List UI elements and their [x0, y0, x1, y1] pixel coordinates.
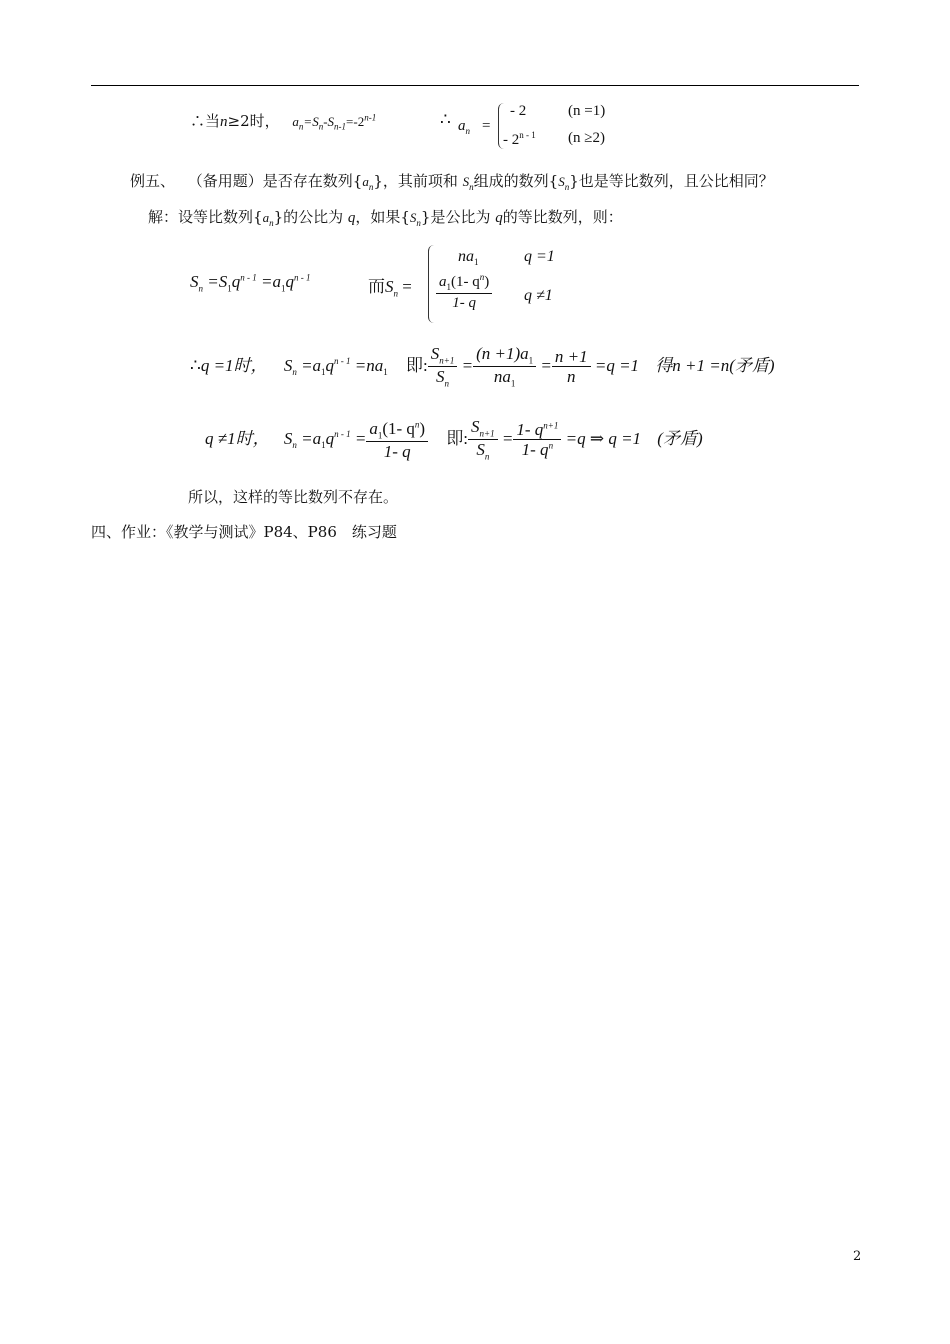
example-five: 例五、 （备用题）是否存在数列$\{a_n\}$，其前项和 $S_n$组成的数列$\{S_n\}$也是等比数列，且公比相同？: [130, 172, 774, 192]
solution-intro: 解：设等比数列$\{a_n\}$的公比为 q，如果$\{S_n\}$是公比为 q的等比数列，则：: [148, 208, 623, 228]
piecewise-an: ∴: [440, 110, 451, 130]
conclusion-text: 所以，这样的等比数列不存在。: [188, 488, 399, 506]
formula-sn-piecewise: 而$S_n$ =: [368, 277, 412, 299]
left-brace: [428, 245, 436, 323]
header-rule: [91, 85, 859, 86]
formula-case-q-equals-1: ∴q =1时， $S_n =a_1q^{n - 1} =na_1$ 即: $\frac{S_{n+1}}{S_n}$ = $\frac{(n +1)a_1}{na_1}$ = $\frac{n +1}{n}$ =q =1 得n +1 =n(矛盾): [190, 344, 775, 389]
an-expression: $a_n=S_n-S_{n-1}=-2^{n-1}$: [292, 112, 377, 132]
formula-sn-geometric: $S_n =S_1q^{n - 1} =a_1q^{n - 1}$: [190, 272, 311, 294]
line-an-formula: ∴当n≥2时， $a_n=S_n-S_{n-1}=-2^{n-1}$: [190, 112, 377, 132]
homework-line: 四、作业：《教学与测试》P84、P86 练习题: [91, 523, 397, 541]
formula-case-q-not-1: q ≠1时， $S_n =a_1q^{n - 1}$ = $\frac{a_1(1- q^n)}{1- q}$ 即: $\frac{S_{n+1}}{S_n}$ = $\frac{1- q^{n+1}}{1- q^n}$ =q ⇒ q =1 (矛盾): [205, 417, 703, 462]
page-number: 2: [853, 1249, 862, 1264]
